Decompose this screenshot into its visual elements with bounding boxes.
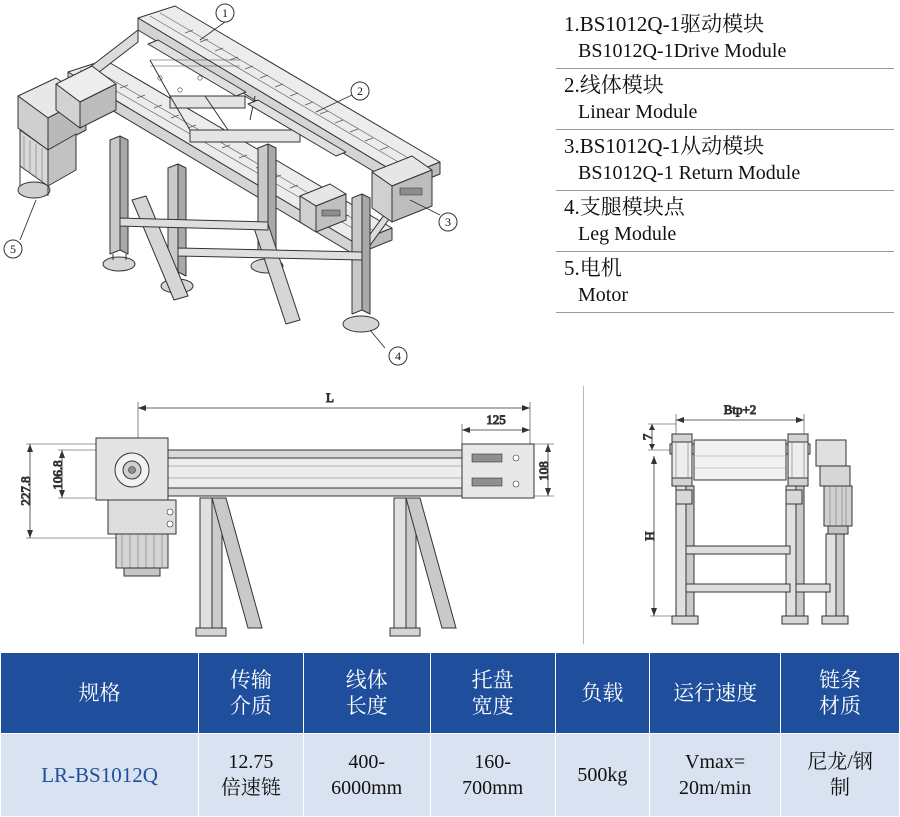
legend-item-1-en: BS1012Q-1Drive Module bbox=[578, 40, 787, 62]
header-load-line1: 负载 bbox=[581, 681, 624, 705]
header-length bbox=[303, 653, 430, 734]
cell-chain-material-line2: 制 bbox=[830, 777, 851, 799]
header-length-line2: 长度 bbox=[345, 694, 388, 718]
legend-item-4-cn: 4.支腿模块点 bbox=[564, 195, 685, 219]
cell-medium bbox=[199, 734, 304, 817]
cell-medium-line1: 12.75 bbox=[228, 751, 274, 773]
header-chain-material bbox=[781, 653, 900, 734]
header-length-line1: 线体 bbox=[345, 668, 388, 692]
legend-item-2-en: Linear Module bbox=[578, 101, 698, 123]
balloon-2: 2 bbox=[357, 84, 363, 98]
header-pallet-width-line1: 托盘 bbox=[471, 668, 514, 692]
legend-item-2-cn: 2.线体模块 bbox=[564, 73, 664, 97]
dim-h-label: H bbox=[642, 531, 657, 541]
cell-chain-material bbox=[781, 734, 900, 817]
legend-item-3 bbox=[556, 130, 894, 191]
dim-108-label: 108 bbox=[536, 461, 551, 481]
header-speed-line1: 运行速度 bbox=[673, 681, 758, 705]
legend-item-2 bbox=[556, 69, 894, 130]
legend-item-4 bbox=[556, 191, 894, 252]
header-medium bbox=[199, 653, 304, 734]
header-pallet-width-line2: 宽度 bbox=[471, 694, 514, 718]
legend-item-4-en: Leg Module bbox=[578, 223, 677, 245]
cell-pallet-width-line2: 700mm bbox=[462, 777, 524, 799]
cell-length-line2: 6000mm bbox=[331, 777, 403, 799]
cell-speed-line1: Vmax= bbox=[685, 751, 746, 773]
balloon-5: 5 bbox=[10, 242, 16, 256]
cell-length-line1: 400- bbox=[348, 751, 386, 773]
dim-length-label: L bbox=[326, 390, 334, 405]
balloon-3: 3 bbox=[445, 215, 451, 229]
balloon-1: 1 bbox=[222, 6, 228, 20]
cell-speed-line2: 20m/min bbox=[678, 777, 752, 799]
cell-model: LR-BS1012Q bbox=[1, 734, 199, 817]
dim-106-label: 106.8 bbox=[50, 460, 65, 490]
header-chain-material-line2: 材质 bbox=[819, 694, 862, 718]
dim-125-label: 125 bbox=[486, 412, 506, 427]
header-chain-material-line1: 链条 bbox=[819, 668, 862, 692]
specification-table bbox=[0, 652, 900, 817]
legend-item-5 bbox=[556, 252, 894, 313]
cell-pallet-width bbox=[430, 734, 555, 817]
legend-panel bbox=[556, 8, 894, 313]
cell-medium-line2: 倍速链 bbox=[220, 777, 281, 799]
cell-pallet-width-line1: 160- bbox=[474, 751, 511, 773]
legend-item-5-en: Motor bbox=[578, 284, 628, 306]
header-pallet-width bbox=[430, 653, 555, 734]
front-elevation-drawing bbox=[0, 378, 590, 650]
legend-item-1-cn: 1.BS1012Q-1驱动模块 bbox=[564, 12, 765, 36]
dim-227-label: 227.8 bbox=[18, 476, 33, 506]
isometric-drawing bbox=[0, 0, 552, 378]
header-spec bbox=[1, 653, 199, 734]
legend-item-3-en: BS1012Q-1 Return Module bbox=[578, 162, 801, 184]
cell-load-line1: 500kg bbox=[577, 764, 628, 786]
header-load bbox=[555, 653, 649, 734]
header-spec-line1: 规格 bbox=[78, 681, 121, 705]
side-elevation-view bbox=[590, 378, 900, 650]
isometric-view bbox=[0, 0, 552, 378]
header-medium-line1: 传输 bbox=[229, 668, 272, 692]
legend-item-3-cn: 3.BS1012Q-1从动模块 bbox=[564, 134, 765, 158]
cell-load bbox=[555, 734, 649, 817]
side-elevation-drawing bbox=[590, 378, 900, 650]
balloon-4: 4 bbox=[395, 349, 401, 363]
cell-chain-material-line1: 尼龙/钢 bbox=[807, 751, 873, 773]
dim-btp-label: Btp+2 bbox=[723, 402, 757, 417]
view-divider bbox=[583, 386, 584, 644]
table-header-row bbox=[1, 653, 900, 734]
header-medium-line2: 介质 bbox=[229, 694, 272, 718]
cell-length bbox=[303, 734, 430, 817]
dim-7-label: 7 bbox=[640, 433, 655, 441]
front-elevation-view bbox=[0, 378, 590, 650]
legend-item-5-cn: 5.电机 bbox=[564, 256, 622, 280]
legend-item-1 bbox=[556, 8, 894, 69]
cell-speed bbox=[650, 734, 781, 817]
header-speed bbox=[650, 653, 781, 734]
table-row bbox=[1, 734, 900, 817]
